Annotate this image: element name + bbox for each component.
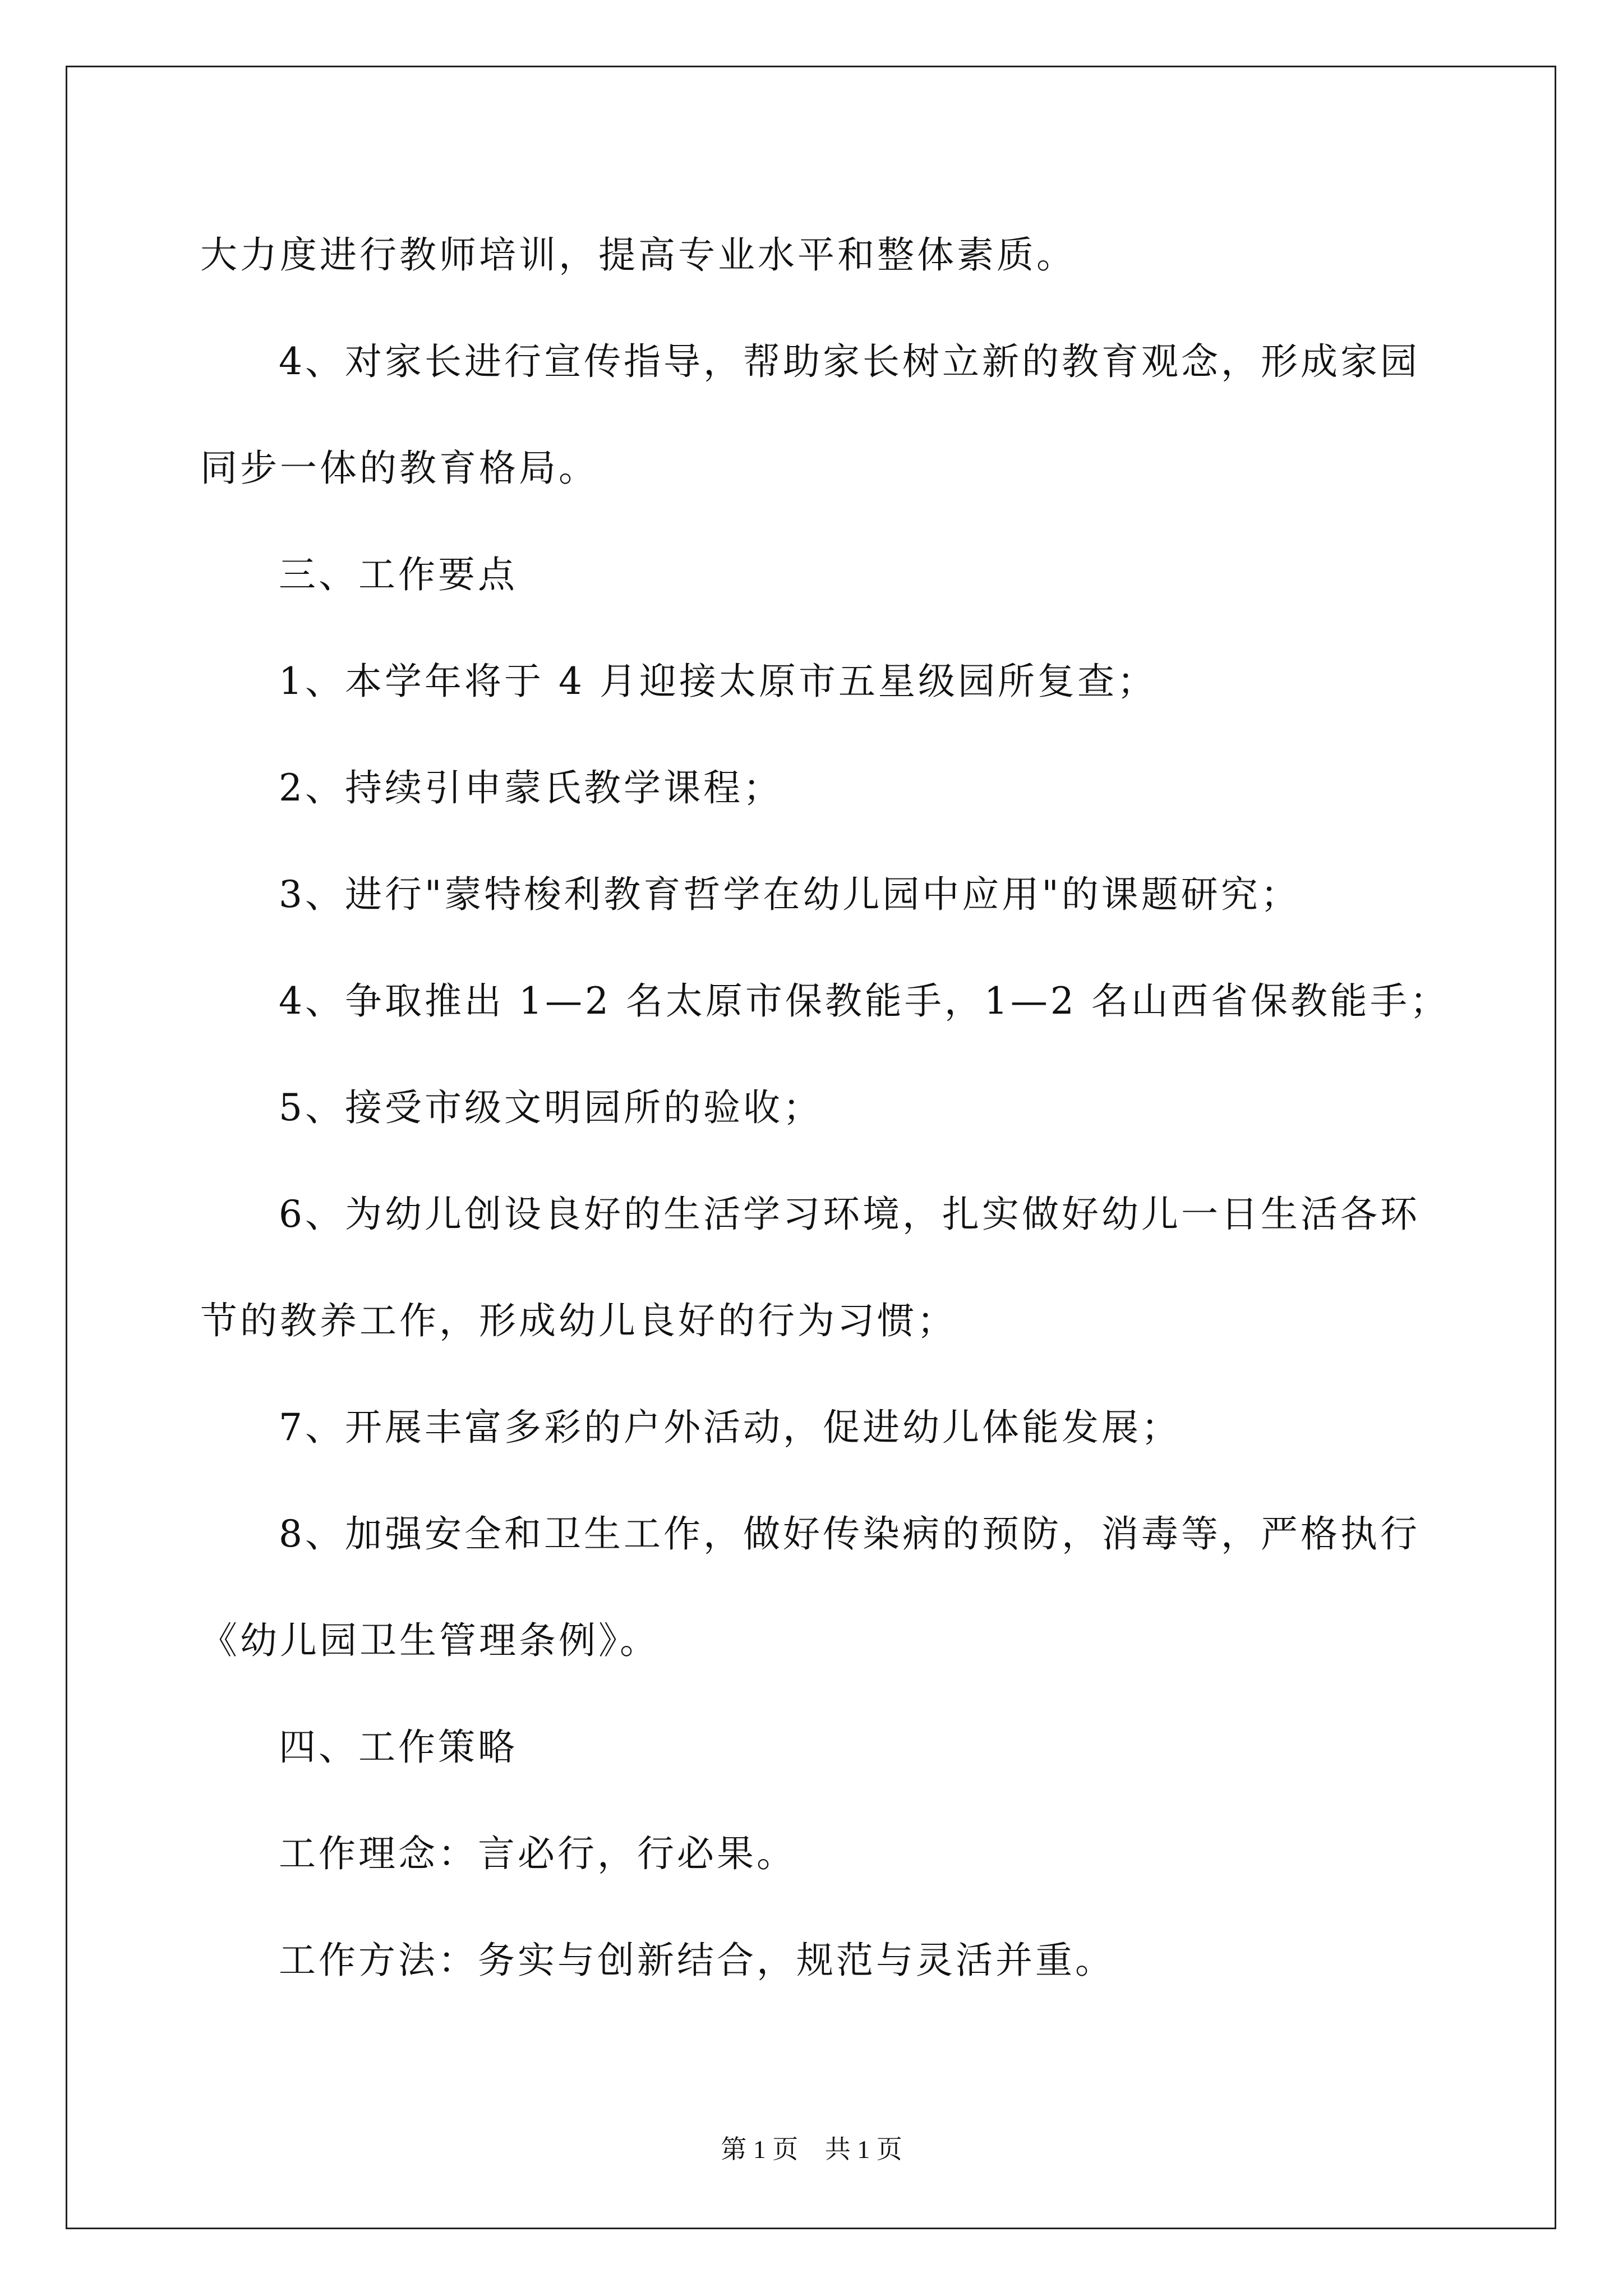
list-item-continuation: 节的教养工作，形成幼儿良好的行为习惯； bbox=[200, 1299, 957, 1342]
list-item: 4、争取推出 1—2 名太原市保教能手，1—2 名山西省保教能手； bbox=[279, 979, 1450, 1023]
paragraph: 工作理念：言必行，行必果。 bbox=[279, 1832, 796, 1875]
list-item: 5、接受市级文明园所的验收； bbox=[279, 1086, 823, 1129]
list-item: 2、持续引申蒙氏教学课程； bbox=[279, 766, 783, 809]
list-item: 7、开展丰富多彩的户外活动，促进幼儿体能发展； bbox=[279, 1406, 1181, 1449]
paragraph: 大力度进行教师培训，提高专业水平和整体素质。 bbox=[200, 233, 1076, 277]
list-item: 1、本学年将于 4 月迎接太原市五星级园所复查； bbox=[279, 660, 1157, 703]
section-heading: 四、工作策略 bbox=[279, 1726, 518, 1769]
paragraph: 同步一体的教育格局。 bbox=[200, 447, 598, 490]
document-body bbox=[200, 202, 1450, 2014]
list-item: 6、为幼儿创设良好的生活学习环境，扎实做好幼儿一日生活各环 bbox=[279, 1193, 1420, 1236]
list-item: 3、进行"蒙特梭利教育哲学在幼儿园中应用"的课题研究； bbox=[279, 873, 1301, 916]
page-number: 第 1 页 bbox=[721, 2135, 799, 2164]
section-heading: 三、工作要点 bbox=[279, 553, 518, 596]
list-item: 8、加强安全和卫生工作，做好传染病的预防，消毒等，严格执行 bbox=[279, 1512, 1420, 1556]
paragraph: 4、对家长进行宣传指导，帮助家长树立新的教育观念，形成家园 bbox=[279, 340, 1420, 383]
page-total: 共 1 页 bbox=[824, 2135, 902, 2164]
list-item-continuation: 《幼儿园卫生管理条例》。 bbox=[200, 1619, 660, 1662]
page-footer bbox=[0, 2129, 1623, 2166]
paragraph: 工作方法：务实与创新结合，规范与灵活并重。 bbox=[279, 1939, 1115, 1982]
